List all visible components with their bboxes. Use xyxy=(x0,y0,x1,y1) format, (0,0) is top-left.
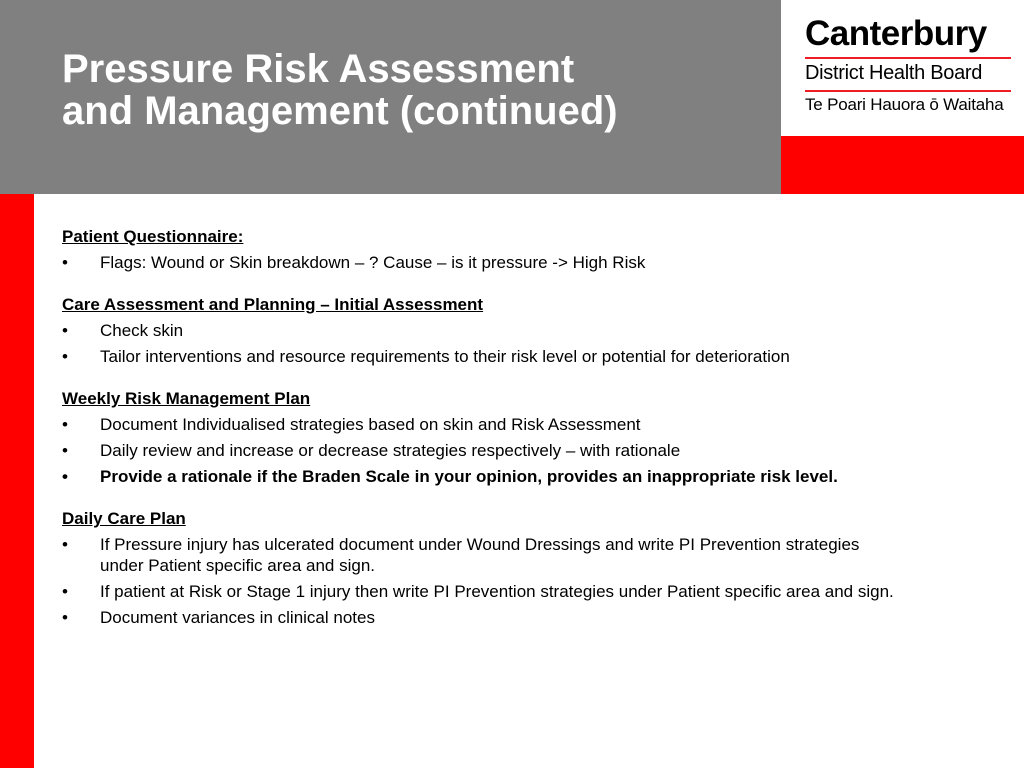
logo-rule-top xyxy=(805,57,1011,59)
slide-title-line-2: and Management (continued) xyxy=(62,89,618,133)
slide-content xyxy=(62,226,942,649)
bullet-dot: • xyxy=(62,441,68,460)
bullet-item xyxy=(62,607,942,628)
section-weekly-risk-plan xyxy=(62,388,942,487)
section-patient-questionnaire xyxy=(62,226,942,273)
bullet-list xyxy=(62,414,942,487)
bullet-text: If patient at Risk or Stage 1 injury then write PI Prevention strategies under Patient specific area and sign. xyxy=(100,582,894,601)
bullet-text: Document Individualised strategies based on skin and Risk Assessment xyxy=(100,415,641,434)
bullet-item xyxy=(62,414,942,435)
bullet-text: Flags: Wound or Skin breakdown – ? Cause – is it pressure -> High Risk xyxy=(100,253,646,272)
section-daily-care-plan xyxy=(62,508,942,628)
bullet-dot: • xyxy=(62,608,68,627)
bullet-text: Document variances in clinical notes xyxy=(100,608,375,627)
bullet-item xyxy=(62,534,905,576)
bullet-item xyxy=(62,346,942,367)
section-heading: Patient Questionnaire: xyxy=(62,227,244,246)
logo-name: Canterbury xyxy=(805,14,987,53)
logo-maori-name: Te Poari Hauora ō Waitaha xyxy=(805,95,1004,114)
bullet-text: Provide a rationale if the Braden Scale in your opinion, provides an inappropriate risk level. xyxy=(100,467,838,486)
bullet-dot: • xyxy=(62,415,68,434)
bullet-dot: • xyxy=(62,582,68,601)
bullet-list xyxy=(62,252,942,273)
bullet-dot: • xyxy=(62,253,68,272)
organization-logo xyxy=(781,0,1024,136)
bullet-text: If Pressure injury has ulcerated document under Wound Dressings and write PI Prevention strategies under Patient specific area and sign. xyxy=(100,535,860,575)
section-heading: Care Assessment and Planning – Initial Assessment xyxy=(62,295,484,314)
logo-rule-middle xyxy=(805,90,1011,92)
red-accent-block xyxy=(781,136,1024,194)
bullet-item-emphasis xyxy=(62,466,905,487)
bullet-text: Check skin xyxy=(100,321,184,340)
slide-title-line-1: Pressure Risk Assessment xyxy=(62,47,575,91)
logo-subtitle: District Health Board xyxy=(805,62,983,84)
bullet-item xyxy=(62,320,942,341)
bullet-list xyxy=(62,534,942,628)
bullet-item xyxy=(62,252,942,273)
bullet-list xyxy=(62,320,942,367)
slide-title xyxy=(62,48,762,132)
section-care-assessment xyxy=(62,294,942,367)
section-heading: Weekly Risk Management Plan xyxy=(62,389,311,408)
bullet-text: Tailor interventions and resource requirements to their risk level or potential for deterioration xyxy=(100,347,790,366)
section-heading: Daily Care Plan xyxy=(62,509,186,528)
bullet-item xyxy=(62,581,905,602)
bullet-item xyxy=(62,440,942,461)
bullet-dot: • xyxy=(62,535,68,554)
red-side-bar xyxy=(0,194,34,768)
bullet-dot: • xyxy=(62,467,68,486)
bullet-text: Daily review and increase or decrease strategies respectively – with rationale xyxy=(100,441,681,460)
bullet-dot: • xyxy=(62,321,68,340)
bullet-dot: • xyxy=(62,347,68,366)
